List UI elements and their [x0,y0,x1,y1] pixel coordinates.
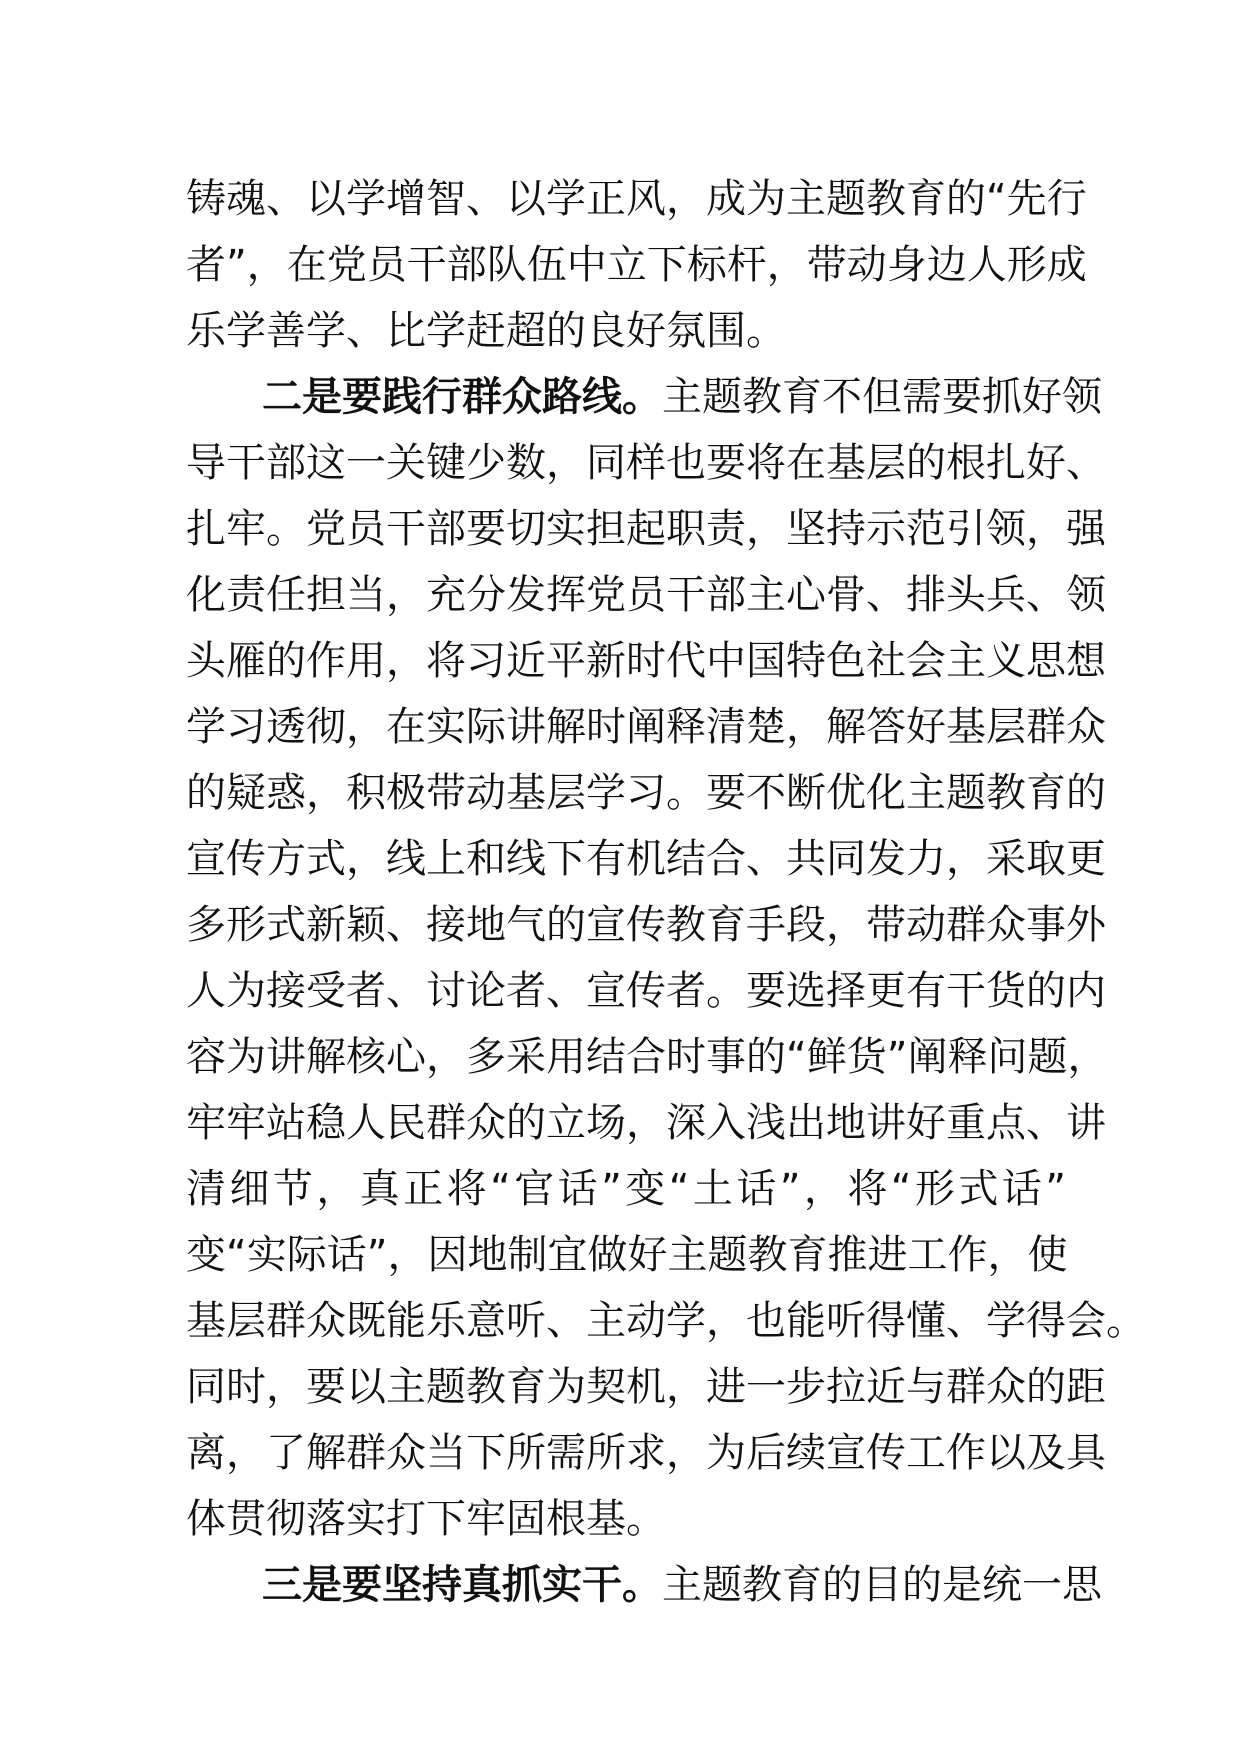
paragraph-lead-heading: 二是要践行群众路线。 [262,374,662,420]
text-line: 铸魂、以学增智、以学正风，成为主题教育的“先行 [186,176,1087,222]
text-line: 学习透彻，在实际讲解时阐释清楚，解答好基层群众 [186,704,1106,750]
text-line: 人为接受者、讨论者、宣传者。要选择更有干货的内 [186,968,1106,1014]
paragraph-2 [186,364,1146,1552]
text-line: 化责任担当，充分发挥党员干部主心骨、排头兵、领 [186,572,1106,618]
text-line: 头雁的作用，将习近平新时代中国特色社会主义思想 [186,638,1106,684]
text-line: 宣传方式，线上和线下有机结合、共同发力，采取更 [186,836,1106,882]
text-line: 多形式新颖、接地气的宣传教育手段，带动群众事外 [186,902,1106,948]
paragraph-lead-heading: 三是要坚持真抓实干。 [262,1562,662,1608]
paragraph-3 [186,1552,1102,1618]
text-line: 清细节，真正将“官话”变“土话”，将“形式话” [186,1166,1066,1212]
text-line: 扎牢。党员干部要切实担起职责，坚持示范引领，强 [186,506,1106,552]
text-line: 导干部这一关键少数，同样也要将在基层的根扎好、 [186,440,1106,486]
text-line: 基层群众既能乐意听、主动学，也能听得懂、学得会。 [186,1298,1146,1344]
text-line: 的疑惑，积极带动基层学习。要不断优化主题教育的 [186,770,1106,816]
text-line [186,364,1102,430]
text-line: 容为讲解核心，多采用结合时事的“鲜货”阐释问题， [186,1034,1108,1080]
text-run: 主题教育不但需要抓好领 [662,374,1102,420]
body-text [186,166,1146,1618]
text-run: 主题教育的目的是统一思 [662,1562,1102,1608]
text-line: 变“实际话”，因地制宜做好主题教育推进工作，使 [186,1232,1068,1278]
text-line: 离，了解群众当下所需所求，为后续宣传工作以及具 [186,1430,1106,1476]
text-line: 者”，在党员干部队伍中立下标杆，带动身边人形成 [186,242,1087,288]
text-line: 体贯彻落实打下牢固根基。 [186,1496,666,1542]
text-line: 牢牢站稳人民群众的立场，深入浅出地讲好重点、讲 [186,1100,1106,1146]
text-line: 乐学善学、比学赶超的良好氛围。 [186,308,786,354]
text-line: 同时，要以主题教育为契机，进一步拉近与群众的距 [186,1364,1106,1410]
paragraph-1 [186,166,1087,364]
text-line [186,1552,1102,1618]
